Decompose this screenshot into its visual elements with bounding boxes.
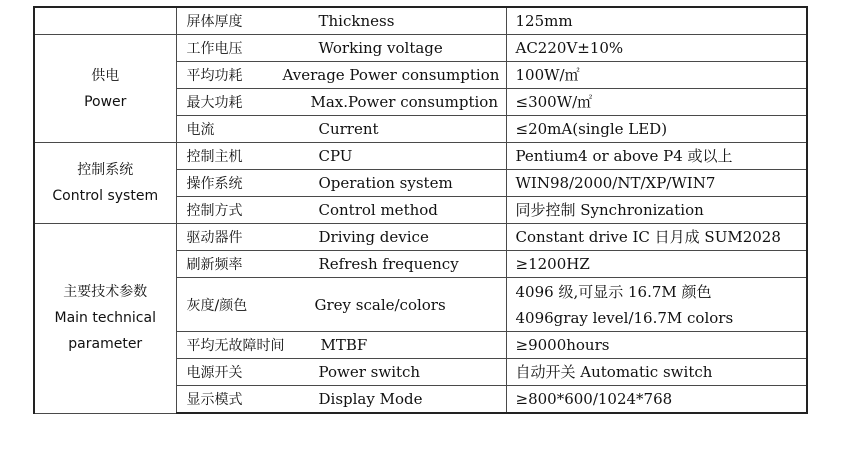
table-row <box>34 35 807 62</box>
category-cell-empty <box>34 7 176 35</box>
param-value: ≤20mA(single LED) <box>506 116 807 143</box>
table-row <box>34 224 807 251</box>
param-name-zh: 驱动器件 <box>186 230 243 246</box>
table-row <box>34 143 807 170</box>
param-name-zh: 工作电压 <box>186 41 243 57</box>
category-label-en: Main technical <box>54 310 156 327</box>
param-name-en: Refresh frequency <box>318 255 459 273</box>
param-name-cell <box>176 332 506 359</box>
param-name-cell <box>176 116 506 143</box>
param-name-en: Max.Power consumption <box>310 93 498 111</box>
param-name-zh: 控制主机 <box>186 149 243 165</box>
param-name-zh: 平均无故障时间 <box>186 338 285 354</box>
param-name-cell <box>176 143 506 170</box>
param-name-zh: 电源开关 <box>186 365 243 381</box>
param-name-zh: 显示模式 <box>186 392 243 408</box>
table-row <box>34 7 807 35</box>
param-name-zh: 操作系统 <box>186 176 243 192</box>
param-name-en: Operation system <box>318 174 453 192</box>
category-label-zh: 供电 <box>91 67 120 84</box>
param-name-en: Driving device <box>318 228 429 246</box>
param-value: WIN98/2000/NT/XP/WIN7 <box>506 170 807 197</box>
param-name-zh: 灰度/颜色 <box>186 297 248 314</box>
param-name-cell <box>176 224 506 251</box>
param-name-cell <box>176 62 506 89</box>
param-name-cell <box>176 251 506 278</box>
param-name-zh: 控制方式 <box>186 203 243 219</box>
param-name-zh: 刷新频率 <box>186 257 243 273</box>
param-name-en: Display Mode <box>318 390 423 408</box>
category-label-en: Control system <box>52 188 159 204</box>
category-label-en: Power <box>84 93 127 110</box>
category-label-zh: 主要技术参数 <box>63 284 148 301</box>
param-name-en: Working voltage <box>318 39 443 57</box>
param-value: Pentium4 or above P4 或以上 <box>506 143 807 170</box>
param-name-cell <box>176 386 506 414</box>
param-name-zh: 平均功耗 <box>186 68 243 84</box>
param-name-cell <box>176 170 506 197</box>
param-value: 125mm <box>506 7 807 35</box>
param-name-zh: 最大功耗 <box>186 95 243 111</box>
category-label-zh: 控制系统 <box>77 162 134 178</box>
param-name-cell <box>176 7 506 35</box>
param-name-en: CPU <box>318 147 353 165</box>
category-cell-main-technical-parameter <box>34 224 176 414</box>
spec-table <box>33 6 808 414</box>
param-name-en: Control method <box>318 201 438 219</box>
param-value: ≥1200HZ <box>506 251 807 278</box>
param-value: ≤300W/㎡ <box>506 89 807 116</box>
category-label-en: parameter <box>68 336 143 353</box>
param-value: AC220V±10% <box>506 35 807 62</box>
param-name-en: Grey scale/colors <box>314 295 446 314</box>
param-value: ≥800*600/1024*768 <box>506 386 807 414</box>
param-value: 自动开关 Automatic switch <box>506 359 807 386</box>
param-name-cell <box>176 89 506 116</box>
param-value-line: 4096gray level/16.7M colors <box>515 308 734 327</box>
param-name-zh: 电流 <box>186 122 215 138</box>
param-value-line: 4096 级,可显示 16.7M 颜色 <box>515 282 712 301</box>
param-name-cell <box>176 197 506 224</box>
param-name-en: Current <box>318 120 379 138</box>
category-cell-power <box>34 35 176 143</box>
param-value: 同步控制 Synchronization <box>506 197 807 224</box>
param-value: Constant drive IC 日月成 SUM2028 <box>506 224 807 251</box>
param-name-en: Thickness <box>318 12 395 30</box>
param-name-en: MTBF <box>320 336 368 354</box>
param-name-cell <box>176 278 506 332</box>
param-name-cell <box>176 359 506 386</box>
param-name-zh: 屏体厚度 <box>186 14 243 30</box>
category-cell-control-system <box>34 143 176 224</box>
param-name-cell <box>176 35 506 62</box>
param-value: ≥9000hours <box>506 332 807 359</box>
param-name-en: Power switch <box>318 363 421 381</box>
param-value: 100W/㎡ <box>506 62 807 89</box>
param-name-en: Average Power consumption <box>282 66 500 84</box>
param-value-multiline <box>506 278 807 332</box>
